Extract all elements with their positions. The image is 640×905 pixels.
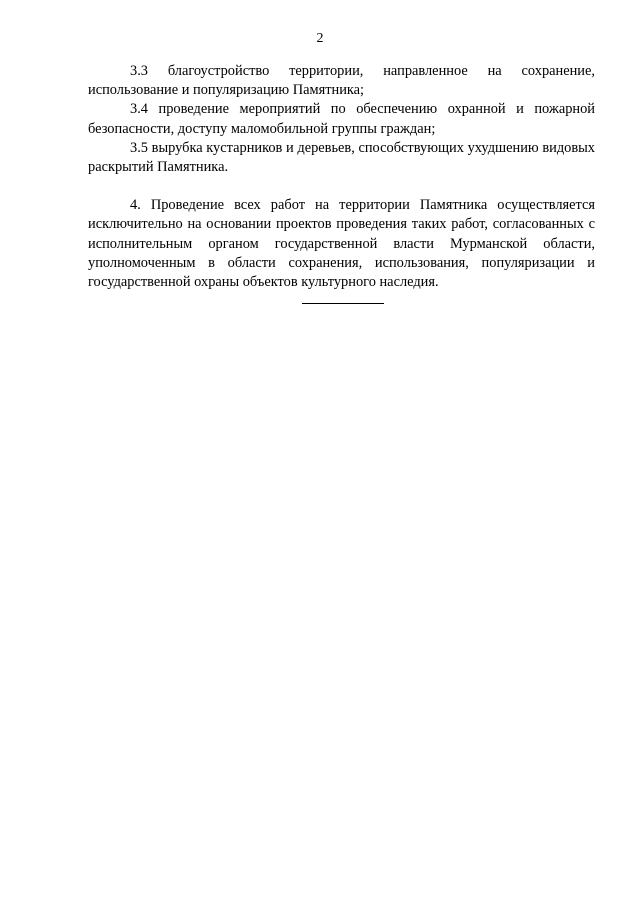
clause-3-3: 3.3 благоустройство территории, направленное на сохранение, использование и популяризацию Памятника;: [88, 63, 595, 99]
document-body: [88, 62, 595, 292]
paragraph-gap: [88, 177, 595, 196]
clause-3-5: 3.5 вырубка кустарников и деревьев, способствующих ухудшению видовых раскрытий Памятника.: [88, 139, 595, 176]
page-number: 2: [316, 31, 324, 46]
clause-3-4: 3.4 проведение мероприятий по обеспечению охранной и пожарной безопасности, доступу маломобильной группы граждан;: [88, 101, 595, 137]
end-of-document-rule: [302, 303, 384, 304]
clause-4: 4. Проведение всех работ на территории Памятника осуществляется исключительно на основании проектов проведения таких работ, согласованных с исполнительным органом государственной власти Мурманской области, уполномоченным в области сохранения, использования, популяризации и государственной охраны объектов культурного наследия.: [88, 197, 595, 291]
